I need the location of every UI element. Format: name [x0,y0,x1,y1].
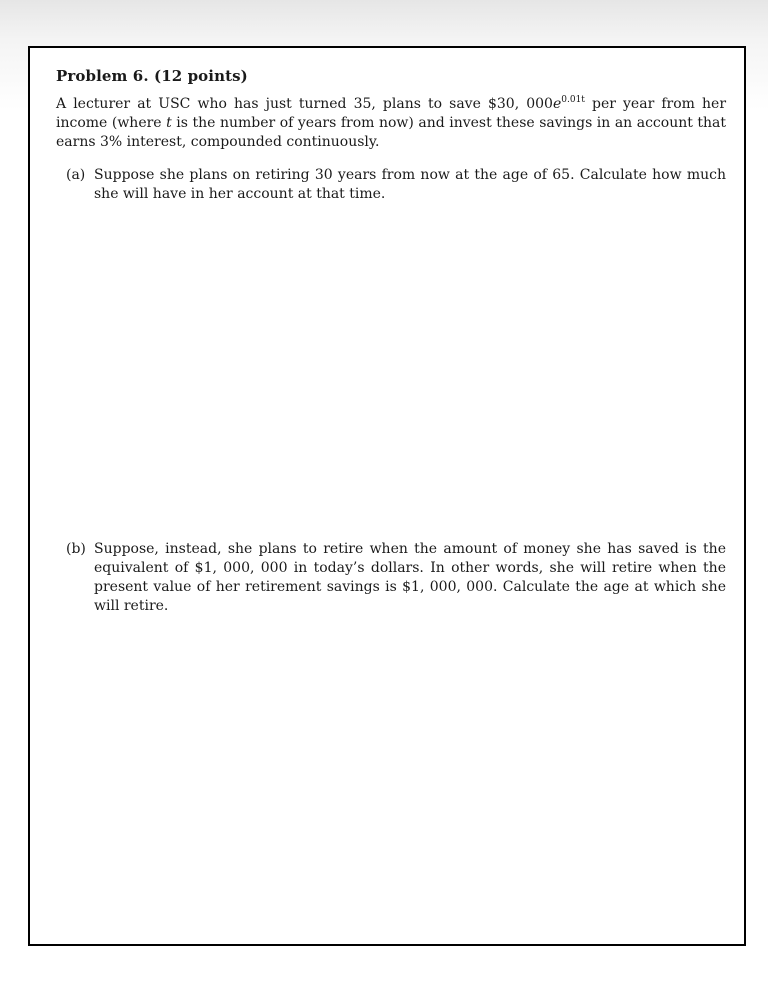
problem-statement [56,95,726,152]
amount-e: e [552,96,562,112]
amount-exponent: 0.01t [561,95,585,105]
problem-number: Problem 6. [56,67,149,85]
problem-box [28,46,746,946]
part-b-text: Suppose, instead, she plans to retire when the amount of money she has saved is the equivalent of $1, 000, 000 in today’s dollars. In other words, she will retire when the present value of her retirement savings is $1, 000, 000. Calculate the age at which she will retire. [94,541,726,614]
part-b [66,540,726,616]
part-b-label: (b) [66,541,86,557]
part-a-label: (a) [66,167,86,183]
intro-before-amount: A lecturer at USC who has just turned 35, plans to save [56,96,488,112]
variable-t: t [166,115,172,131]
part-a [66,166,726,204]
part-a-text: Suppose she plans on retiring 30 years from now at the age of 65. Calculate how much she will have in her account at that time. [94,167,726,202]
savings-amount [488,96,585,112]
amount-base: $30, 000 [487,96,553,112]
intro-end: is the number of years from now) and invest these savings in an account that earns 3% interest, compounded continuously. [56,115,726,150]
problem-points: (12 points) [154,67,248,85]
problem-title [56,67,248,85]
intro-after-amount: per year from her income (where [56,96,727,131]
